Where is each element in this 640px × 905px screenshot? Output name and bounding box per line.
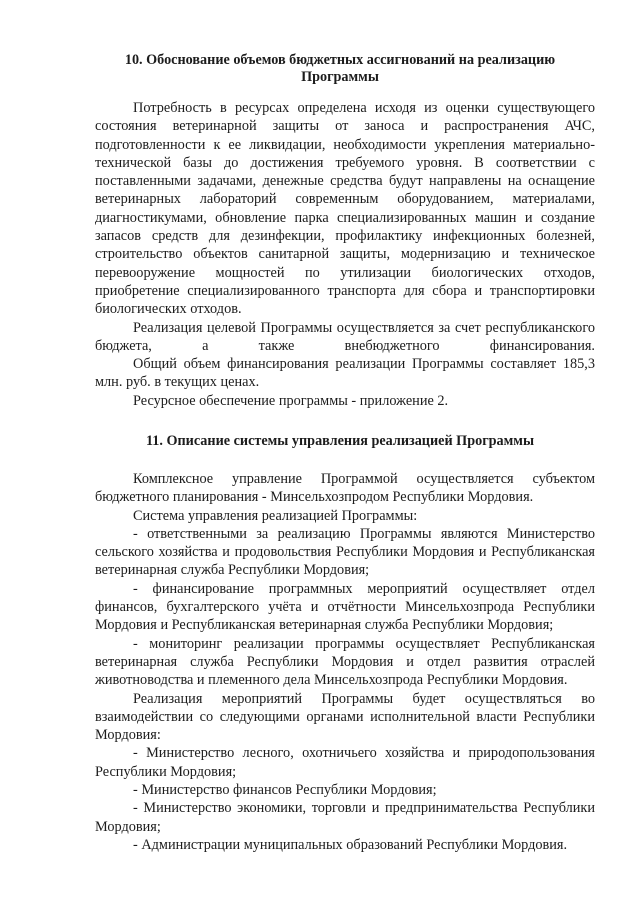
paragraph: Система управления реализацией Программы: — [133, 507, 418, 524]
section-10-title-line2: Программы — [301, 69, 379, 85]
paragraph: Общий объем финансирования реализации Программы составляет 185,3 млн. руб. в текущих ценах. — [95, 356, 595, 391]
section-11-body — [95, 470, 595, 854]
list-item: - финансирование программных мероприятий осуществляет отдел финансов, бухгалтерского учёта и отчётности Минсельхозпрода Республики Мордовия и Республиканская ветеринарная служба Республики Мордовия; — [95, 580, 595, 634]
section-11-title: 11. Описание системы управления реализацией Программы — [145, 433, 535, 449]
list-item: - Администрации муниципальных образований Республики Мордовия. — [133, 836, 568, 853]
section-10-title-line1: 10. Обоснование объемов бюджетных ассигнований на реализацию — [124, 52, 556, 68]
list-item: - мониторинг реализации программы осуществляет Республиканская ветеринарная служба Республики Мордовия и отдел развития отраслей животноводства и племенного дела Минсельхозпрода Республики Мордовия. — [95, 635, 595, 689]
paragraph: Реализация мероприятий Программы будет осуществляться во взаимодействии со следующими органами исполнительной власти Республики Мордовия: — [95, 690, 595, 744]
paragraph: Комплексное управление Программой осуществляется субъектом бюджетного планирования - Минсельхозпродом Республики Мордовия. — [95, 471, 595, 506]
list-item: - Министерство экономики, торговли и предпринимательства Республики Мордовия; — [95, 800, 595, 835]
list-item: - Министерство финансов Республики Мордовия; — [133, 782, 437, 799]
paragraph: Потребность в ресурсах определена исходя из оценки существующего состояния ветеринарной защиты от заноса и распространения АЧС, подготовленности к ее ликвидации, необходимости укрепления материально-технической базы до достижения требуемого уровня. В соответствии с поставленными задачами, денежные средства будут направлены на оснащение ветеринарных лабораторий современным оборудованием, материалами, диагностикумами, обновление парка специализированных машин и создание запасов средств для дезинфекции, профилактику инфекционных болезней, строительство объектов санитарной защиты, модернизацию и техническое перевооружение мощностей по утилизации биологических отходов, приобретение специализированного транспорта для сбора и транспортировки биологических отходов. — [95, 100, 595, 318]
paragraph: Ресурсное обеспечение программы - приложение 2. — [133, 392, 449, 409]
list-item: - ответственными за реализацию Программы являются Министерство сельского хозяйства и продовольствия Республики Мордовия и Республиканская ветеринарная служба Республики Мордовия; — [95, 525, 595, 579]
section-10-body — [95, 99, 595, 410]
paragraph: Реализация целевой Программы осуществляется за счет республиканского бюджета, а также внебюджетного финансирования. — [95, 319, 595, 354]
list-item: - Министерство лесного, охотничьего хозяйства и природопользования Республики Мордовия; — [95, 745, 595, 780]
section-10-title — [90, 52, 590, 86]
